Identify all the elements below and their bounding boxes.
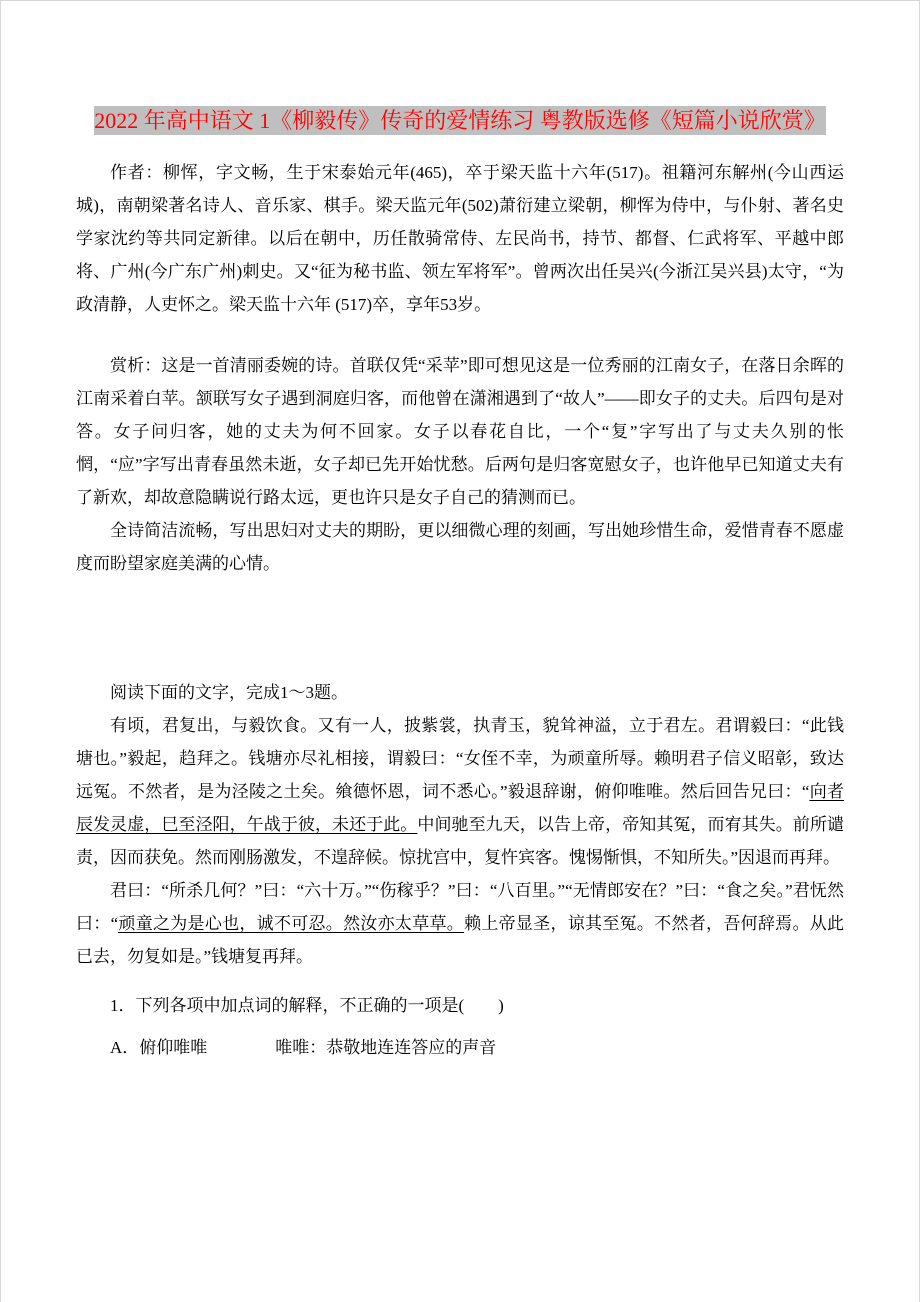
passage1-text-before: 有顷，君复出，与毅饮食。又有一人，披紫裳，执青玉，貌耸神溢，立于君左。君谓毅曰：“此钱塘也。”毅起，趋拜之。钱塘亦尽礼相接，谓毅曰：“女侄不幸，为顽童所辱。赖明君子信义昭彰，致达远冤。不然者，是为泾陵之土矣。飨德怀恩，词不悉心。”毅退辞谢，俯仰唯唯。然后回告兄曰：“ [76, 716, 844, 801]
question-1: 1．下列各项中加点词的解释，不正确的一项是( ) [110, 996, 504, 1015]
author-paragraph: 作者：柳恽，字文畅，生于宋泰始元年(465)，卒于梁天监十六年(517)。祖籍河东解州(今山西运城)，南朝梁著名诗人、音乐家、棋手。梁天监元年(502)萧衍建立梁朝，柳恽为侍中，与仆射、著名史学家沈约等共同定新律。以后在朝中，历任散骑常侍、左民尚书，持节、都督、仁武将军、平越中郎将、广州(今广东广州)刺史。又“征为秘书监、领左军将军”。曾两次出任吴兴(今浙江吴兴县)太守，“为政清静，人吏怀之。梁天监十六年 (517)卒，享年53岁。 [76, 163, 844, 314]
question-1-option-a: A．俯仰唯唯 唯唯：恭敬地连连答应的声音 [110, 1038, 497, 1057]
page-title [76, 96, 844, 146]
appreciation-paragraph: 赏析：这是一首清丽委婉的诗。首联仅凭“采苹”即可想见这是一位秀丽的江南女子，在落日余晖的江南采着白苹。颔联写女子遇到洞庭归客，而他曾在潇湘遇到了“故人”——即女子的丈夫。后四句是对答。女子问归客，她的丈夫为何不回家。女子以春花自比，一个“复”字写出了与丈夫久别的怅惘，“应”字写出青春虽然未逝，女子却已先开始忧愁。后两句是归客宽慰女子，也许他早已知道丈夫有了新欢，却故意隐瞒说行路太远，更也许只是女子自己的猜测而已。 [76, 356, 844, 507]
passage2-text-after: 赖上帝显圣，谅其至冤。不然者，吾何辞焉。从此已去，勿复如是。”钱塘复再拜。 [76, 914, 845, 966]
summary-paragraph: 全诗简洁流畅，写出思妇对丈夫的期盼，更以细微心理的刻画，写出她珍惜生命，爱惜青春不愿虚度而盼望家庭美满的心情。 [76, 521, 844, 573]
passage1-text-after: 中间驰至九天，以告上帝，帝知其冤，而宥其失。前所谴责，因而获免。然而刚肠激发，不遑辞候。惊扰宫中，复忤宾客。愧惕惭惧，不知所失。”因退而再拜。 [76, 815, 845, 867]
page-title-highlight: 2022 年高中语文 1《柳毅传》传奇的爱情练习 粤教版选修《短篇小说欣赏》 [94, 108, 826, 133]
passage-paragraph-2 [76, 874, 844, 973]
passage2-text-before: 君曰：“所杀几何？”曰：“六十万。”“伤稼乎？”曰：“八百里。”“无情郎安在？”曰：“食之矣。”君怃然曰：“ [76, 881, 844, 933]
passage-paragraph-1 [76, 709, 844, 874]
reading-instruction: 阅读下面的文字，完成1～3题。 [110, 683, 348, 702]
passage1-underlined-text: 向者辰发灵虚，巳至泾阳，午战于彼，未还于此。 [76, 782, 845, 834]
passage2-underlined-text: 顽童之为是心也，诚不可忍。然汝亦太草草。 [118, 914, 465, 933]
